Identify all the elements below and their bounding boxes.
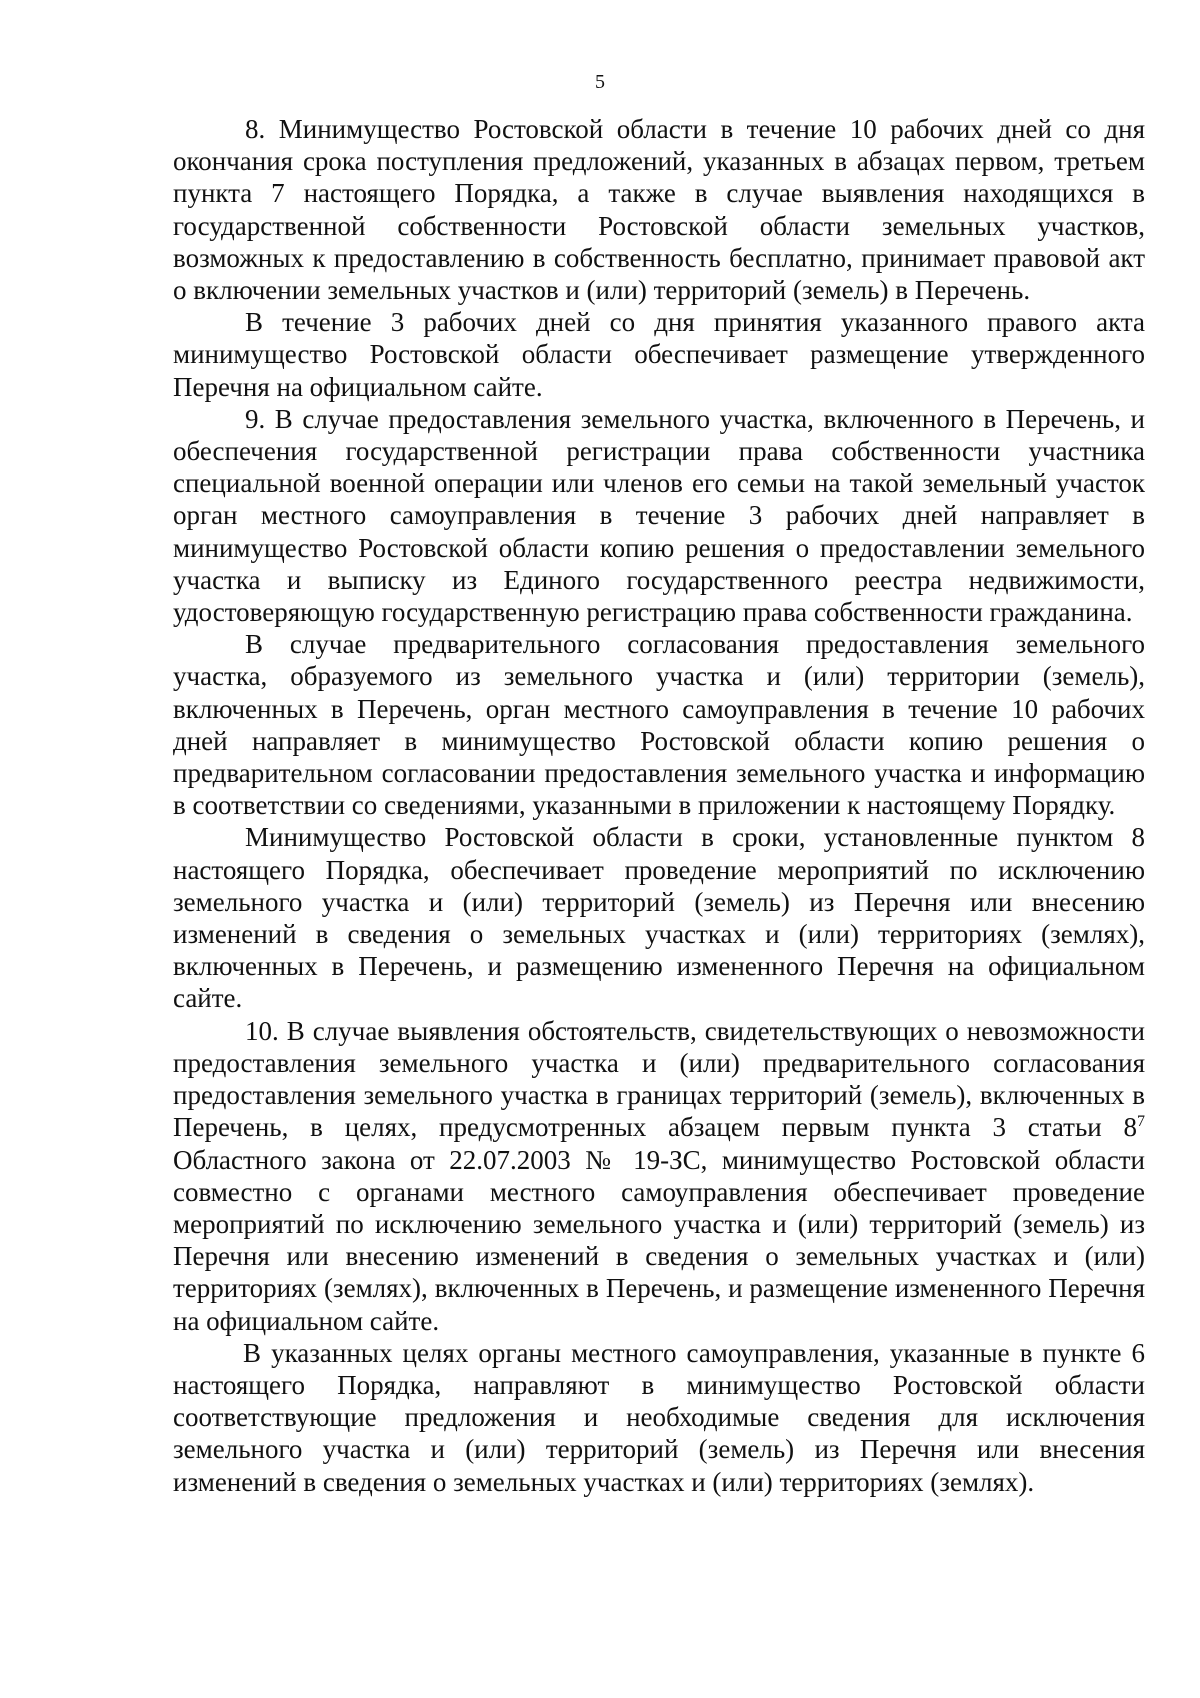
paragraph-10-local-authorities: В указанных целях органы местного самоуправления, указанные в пункте 6 настоящего Порядка, направляют в минимущество Ростовской области соответствующие предложения и необходимые сведения для исключения земельного участка и (или) территорий (земель) из Перечня или внесения изменений в сведения о земельных участках и (или) территориях (землях).: [173, 1337, 1145, 1497]
document-body: [173, 113, 1145, 1498]
article-superscript: 7: [1137, 1113, 1145, 1131]
paragraph-10: [173, 1015, 1145, 1337]
paragraph-9: 9. В случае предоставления земельного участка, включенного в Перечень, и обеспечения государственной регистрации права собственности участника специальной военной операции или членов его семьи на такой земельный участок орган местного самоуправления в течение 3 рабочих дней направляет в минимущество Ростовской области копию решения о предоставлении земельного участка и выписку из Единого государственного реестра недвижимости, удостоверяющую государственную регистрацию права собственности гражданина.: [173, 403, 1145, 628]
paragraph-9-preliminary-approval: В случае предварительного согласования предоставления земельного участка, образуемого из земельного участка и (или) территории (земель), включенных в Перечень, орган местного самоуправления в течение 10 рабочих дней направляет в минимущество Ростовской области копию решения о предварительном согласовании предоставления земельного участка и информацию в соответствии со сведениями, указанными в приложении к настоящему Порядку.: [173, 629, 1145, 821]
paragraph-8: 8. Минимущество Ростовской области в течение 10 рабочих дней со дня окончания срока поступления предложений, указанных в абзацах первом, третьем пункта 7 настоящего Порядка, а также в случае выявления находящихся в государственной собственности Ростовской области земельных участков, возможных к предоставлению в собственность бесплатно, принимает правовой акт о включении земельных участков и (или) территорий (земель) в Перечень.: [173, 114, 1145, 306]
page-number: 5: [595, 71, 605, 93]
paragraph-9-exclusion-measures: Минимущество Ростовской области в сроки, установленные пунктом 8 настоящего Порядка, обеспечивает проведение мероприятий по исключению земельного участка и (или) территорий (земель) из Перечня или внесению изменений в сведения о земельных участках и (или) территориях (землях), включенных в Перечень, и размещению измененного Перечня на официальном сайте.: [173, 822, 1145, 1014]
paragraph-10-text-start: 10. В случае выявления обстоятельств, свидетельствующих о невозможности предоставления земельного участка и (или) предварительного согласования предоставления земельного участка в границах территорий (земель), включенных в Перечень, в целях, предусмотренных абзацем первым пункта 3 статьи 8: [173, 1015, 1145, 1143]
paragraph-8-publication: В течение 3 рабочих дней со дня принятия указанного правого акта минимущество Ростовской области обеспечивает размещение утвержденного Перечня на официальном сайте.: [173, 307, 1145, 402]
paragraph-10-text-end: Областного закона от 22.07.2003 № 19-ЗС, минимущество Ростовской области совместно с органами местного самоуправления обеспечивает проведение мероприятий по исключению земельного участка и (или) территорий (земель) из Перечня или внесению изменений в сведения о земельных участках и (или) территориях (землях), включенных в Перечень, и размещение измененного Перечня на официальном сайте.: [173, 1144, 1145, 1336]
